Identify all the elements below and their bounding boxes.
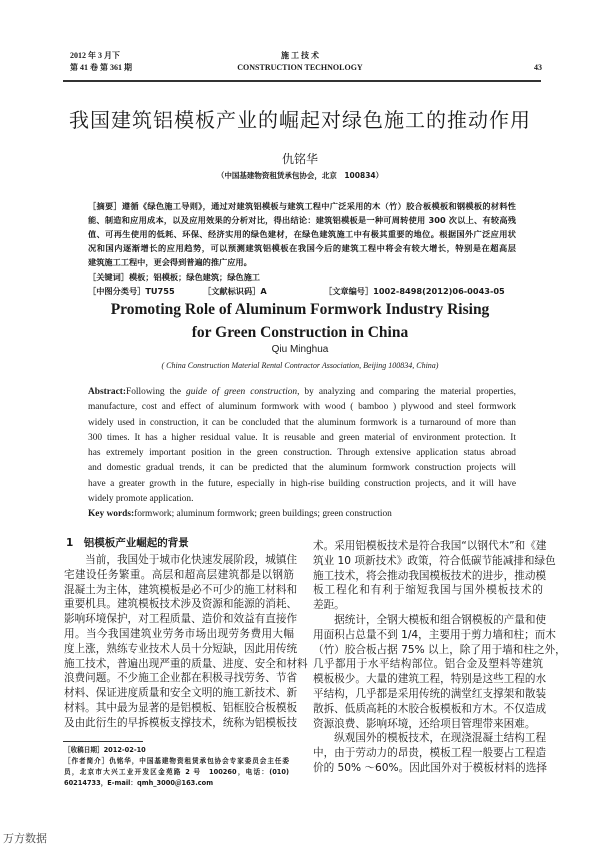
abstract-en-line: manufacture, cost and effect of aluminum formwork with wood ( bamboo ) plywood and steel formwork xyxy=(88,402,516,413)
abstract-en-line: has extremely important position in the green construction. Through extensive application status abroad xyxy=(88,448,516,459)
doc-code-label: ［文献标识码］ xyxy=(203,286,261,296)
abstract-en-label: Abstract: xyxy=(88,387,127,397)
article-number-value: 1002-8498(2012)06-0043-05 xyxy=(373,286,505,296)
keywords-cn-text: 模板；铝模板；绿色建筑；绿色施工 xyxy=(128,272,260,282)
abstract-en-text: Following the xyxy=(126,387,187,397)
abstract-cn-line: 值、可再生使用的低耗、环保、经济实用的绿色建材，在绿色建筑施工中有极其重要的地位。根据国外广泛应用状 xyxy=(88,229,516,239)
keywords-en-label: Key words: xyxy=(88,509,135,520)
abstract-en xyxy=(88,385,516,523)
body-line: （竹）胶合板占据 75% 以上，除了用于墙和柱之外， xyxy=(313,643,566,656)
abstract-en-text: , by analyzing and comparing the material properties, xyxy=(297,387,516,397)
classification-row xyxy=(88,284,516,298)
abstract-cn-line: 建筑施工工程中，更会得到普遍的推广应用。 xyxy=(88,257,252,267)
classification-label: ［中图分类号］ xyxy=(88,286,146,296)
abstract-en-line: widely used in construction, it can be concluded that the aluminum formwork is a turnaround of more than xyxy=(88,417,516,428)
body-line: 重要机具。建筑模板技术涉及资源和能源的消耗、 xyxy=(64,598,298,611)
received-label: ［收稿日期］ xyxy=(64,746,104,754)
abstract-cn xyxy=(88,199,516,298)
issue-info xyxy=(70,50,132,74)
affiliation-cn: （中国基建物资租赁承包协会，北京 100834） xyxy=(216,171,384,180)
body-line: 用面积占总量不到 1/4，主要用于剪力墙和柱；而木 xyxy=(313,628,556,641)
body-line: 模板极少。大量的建筑工程，特别是这些工程的水 xyxy=(313,673,547,686)
received-value: 2012-02-10 xyxy=(103,746,146,754)
body-line: 据统计，全钢大模板和组合钢模板的产量和使 xyxy=(313,613,547,626)
bio-text: 仇铭华，中国基建物资租赁承包协会专家委员会主任委 xyxy=(109,757,289,765)
abstract-cn-label: ［摘要］ xyxy=(88,201,122,211)
abstract-en-line xyxy=(88,385,516,400)
body-line: 价的 50% ～60%。因此国外对于模板材料的选择 xyxy=(313,761,547,774)
keywords-cn xyxy=(88,270,516,284)
body-line: 筑业 10 项新技术》政策，符合低碳节能减排和绿色 xyxy=(313,554,556,567)
abstract-cn-text: 遵循《绿色施工导则》，通过对建筑铝模板与建筑工程中广泛采用的木（竹）胶合板模板和钢模板的材料性 xyxy=(121,201,516,211)
body-line: 板工程化和有利于缩短我国与国外模板技术的 xyxy=(313,584,543,597)
footnote-rule xyxy=(63,741,143,742)
right-column xyxy=(313,539,566,776)
body-line: 资源浪费、影响环境，还给项目管理带来困难。 xyxy=(313,717,536,730)
title-en-line: Promoting Role of Aluminum Formwork Industry Rising xyxy=(110,301,490,318)
journal-name-en: CONSTRUCTION TECHNOLOGY xyxy=(237,63,363,72)
article-number-label: ［文章编号］ xyxy=(324,286,374,296)
body-line: 中，由于劳动力的昂贵，模板工程一般要占工程造 xyxy=(313,747,547,760)
article-number xyxy=(324,284,505,298)
abstract-en-line: 300 times. It has a higher residual value. It is reusable and green material of environment protection. It xyxy=(88,432,516,443)
received-date xyxy=(64,745,289,756)
body-line: 材料、保证进度质量和安全文明的施工新技术、新 xyxy=(64,687,298,700)
classification-value: TU755 xyxy=(145,286,175,296)
author-en: Qiu Minghua xyxy=(271,344,329,355)
body-line: 及由此衍生的早拆模板支撑技术，统称为铝模板技 xyxy=(64,716,298,729)
abstract-cn-line xyxy=(88,199,516,213)
doc-code xyxy=(203,284,267,298)
abstract-en-line: have a greater growth in the future, especially in high-rise building construction projects, and it will have xyxy=(88,478,516,489)
body-line: 用。当今我国建筑业劳务市场出现劳务费用大幅 xyxy=(64,627,294,640)
abstract-cn-line: 况和国内逐渐增长的应用趋势，可以预测建筑铝模板在我国今后的建筑工程中将会有较大增长，特别是在超高层 xyxy=(88,243,516,253)
abstract-en-line: and domestic gradual trends, it can be predicted that the aluminum formwork construction projects will xyxy=(88,463,516,474)
footnote xyxy=(64,745,289,789)
journal-name xyxy=(200,50,400,74)
watermark: 万方数据 xyxy=(3,832,47,845)
keywords-cn-label: ［关键词］ xyxy=(88,272,129,282)
body-line: 几乎都用于水平结构部位。铝合金及塑料等建筑 xyxy=(313,658,543,671)
body-line: 影响环境保护，对工程质量、造价和效益有直接作 xyxy=(64,613,298,626)
abstract-en-line: widely promote application. xyxy=(88,494,194,505)
journal-name-cn: 施 工 技 术 xyxy=(281,51,319,60)
bio-line: 员，北京市大兴工业开发区金苑路 2 号 100260，电话：(010) xyxy=(64,768,289,776)
body-line: 度上涨，熟练专业技术人员十分短缺，因此用传统 xyxy=(64,642,298,655)
bio-line xyxy=(64,756,289,767)
author-cn: 仇铭华 xyxy=(281,152,318,166)
body-line: 施工技术，将会推动我国模板技术的进步，推动模 xyxy=(313,569,547,582)
title-en-line: for Green Construction in China xyxy=(191,324,409,341)
body-line: 差距。 xyxy=(313,599,345,612)
bio-label: ［作者简介］ xyxy=(64,757,110,765)
left-column xyxy=(64,553,308,731)
section-heading: 1 铝模板产业崛起的背景 xyxy=(66,537,189,549)
body-line: 宅建设任务繁重。高层和超高层建筑都是以钢筋 xyxy=(64,568,294,581)
bio-line: 60214733，E-mail：qmh_3000＠163.com xyxy=(64,779,214,787)
abstract-en-italic: guide of green construction xyxy=(186,387,298,397)
body-line: 术。采用铝模板技术是符合我国“以钢代木”和《建 xyxy=(313,540,547,552)
title-cn: 我国建筑铝模板产业的崛起对绿色施工的推动作用 xyxy=(69,108,531,132)
body-line: 材料。其中最为显著的是铝模板、铝框胶合板模板 xyxy=(64,701,298,714)
title-en xyxy=(60,298,540,344)
abstract-cn-line: 能、制造和应用成本，以及应用效果的分析对比，得出结论：建筑铝模板是一种可周转使用 300 次以上、有较高残 xyxy=(88,215,516,225)
body-line: 施工技术，普遍出现严重的质量、进度、安全和材料 xyxy=(64,657,308,670)
issue-volume: 第 41 卷 第 361 期 xyxy=(70,63,132,72)
body-line: 平结构，几乎都是采用传统的满堂红支撑架和散装 xyxy=(313,687,547,700)
body-line: 混凝土为主体，建筑模板是必不可少的施工材料和 xyxy=(64,583,298,596)
keywords-en xyxy=(88,507,516,522)
body-line: 散拆、低质高耗的木胶合板模板和方木。不仅造成 xyxy=(313,702,547,715)
body-line: 浪费问题。不少施工企业都在积极寻找劳务、节省 xyxy=(64,672,298,685)
page-number: 43 xyxy=(534,63,542,72)
affiliation-en: ( China Construction Material Rental Contractor Association, Beijing 100834, China) xyxy=(161,361,439,370)
doc-code-value: A xyxy=(260,286,267,296)
classification xyxy=(88,284,175,298)
keywords-en-text: formwork; aluminum formwork; green buildings; green construction xyxy=(134,509,392,520)
issue-date: 2012 年 3 月下 xyxy=(70,51,120,60)
body-line: 纵观国外的模板技术，在现浇混凝土结构工程 xyxy=(313,732,547,745)
header-rule xyxy=(63,80,541,82)
body-line: 当前，我国处于城市化快速发展阶段，城镇住 xyxy=(64,554,298,566)
